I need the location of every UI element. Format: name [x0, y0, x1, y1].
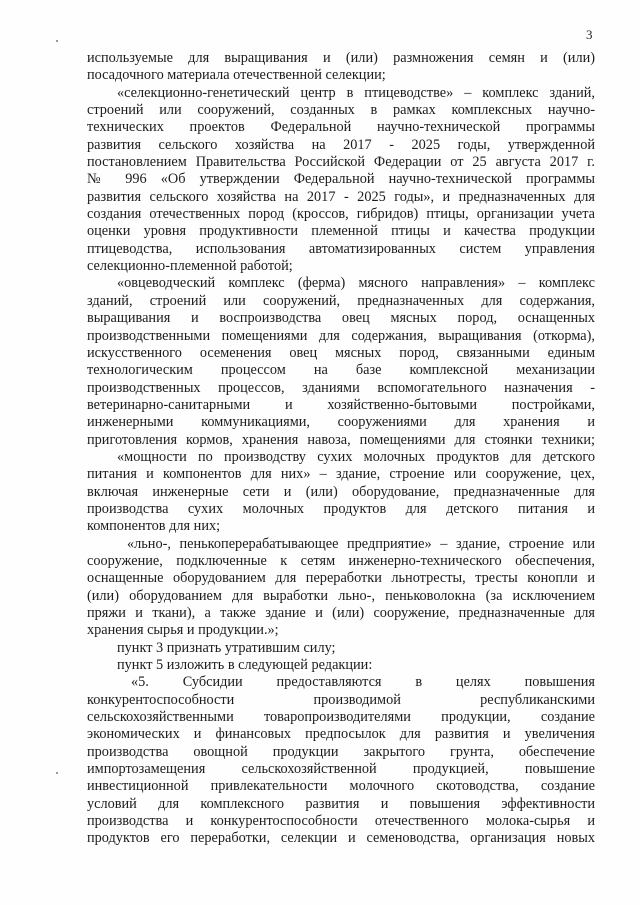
- text-line: компонентов для них;: [87, 518, 221, 535]
- text-line: развития сельского хозяйства на 2017 - 2025 годы», и предназначенных для: [87, 188, 595, 205]
- text-line: включая инженерные сети и (или) оборудование, предназначенные для: [87, 483, 595, 500]
- text-line: «льно-, пенькоперерабатывающее предприятие» – здание, строение или: [127, 535, 595, 552]
- text-line: пункт 5 изложить в следующей редакции:: [117, 657, 373, 674]
- text-line: постановлением Правительства Российской Федерации от 25 августа 2017 г.: [87, 154, 595, 171]
- text-line: приготовления кормов, хранения навоза, помещениями для стоянки техники;: [87, 431, 595, 448]
- text-line: зданий, строений или сооружений, предназначенных для содержания,: [87, 292, 595, 309]
- text-line: ветеринарно-санитарными и хозяйственно-бытовыми постройками,: [87, 396, 595, 413]
- text-line: используемые для выращивания и (или) размножения семян и (или): [87, 50, 595, 66]
- document-body: [87, 50, 595, 848]
- scan-speck: [56, 772, 58, 774]
- text-line: экономических и финансовых предпосылок для развития и увеличения: [87, 726, 595, 743]
- text-line: пряжи и ткани), а также здание и (или) сооружение, предназначенные для: [87, 605, 595, 621]
- text-line: развития сельского хозяйства на 2017 - 2025 годы, утвержденной: [87, 136, 595, 153]
- text-line: птицеводства, использования автоматизированных систем управления: [87, 240, 595, 257]
- text-line: (или) оборудованием для выработки льно-, пеньковолокна (за исключением: [87, 587, 595, 604]
- text-line: селекционно-племенной работой;: [87, 258, 293, 275]
- text-line: производственными помещениями для содержания, выращивания (откорма),: [87, 327, 595, 344]
- text-line: «селекционно-генетический центр в птицеводстве» – комплекс зданий,: [117, 84, 595, 101]
- page-number: 3: [586, 27, 593, 42]
- text-line: инженерными коммуникациями, сооружениями для хранения и: [87, 414, 595, 431]
- text-line: пункт 3 признать утратившим силу;: [117, 639, 336, 656]
- text-line: № 996 «Об утверждении Федеральной научно-технической программы: [87, 171, 595, 188]
- text-line: выращивания и воспроизводства овец мясных пород, оснащенных: [87, 310, 595, 327]
- text-line: «овцеводческий комплекс (ферма) мясного направления» – комплекс: [117, 275, 595, 292]
- text-line: «5. Субсидии предоставляются в целях повышения: [131, 674, 595, 691]
- text-line: оценки уровня продуктивности племенной птицы и качества продукции: [87, 223, 595, 240]
- text-line: создания отечественных пород (кроссов, гибридов) птицы, организации учета: [87, 206, 595, 223]
- text-line: строений или сооружений, созданных в рамках комплексных научно-: [87, 102, 595, 119]
- text-line: конкурентоспособности производимой республиканскими: [87, 691, 595, 708]
- text-line: производства сухих молочных продуктов для детского питания и: [87, 500, 595, 517]
- text-line: искусственного осеменения овец мясных пород, связанными единым: [87, 344, 595, 361]
- text-line: импортозамещения сельскохозяйственной продукцией, повышение: [87, 761, 595, 778]
- text-line: условий для комплексного развития и повышения эффективности: [87, 795, 595, 812]
- text-line: инвестиционной привлекательности молочного скотоводства, создание: [87, 778, 595, 795]
- text-line: производства и конкурентоспособности отечественного молока-сырья и: [87, 813, 595, 830]
- text-line: производства овощной продукции закрытого грунта, обеспечение: [87, 743, 595, 760]
- text-line: сооружение, подключенные к сетям инженерно-технического обеспечения,: [87, 552, 595, 569]
- text-line: питания и компонентов для них» – здание, строение или сооружение, цех,: [87, 466, 595, 483]
- text-line: технологическим процессом на базе комплексной механизации: [87, 362, 595, 379]
- text-line: технических проектов Федеральной научно-технической программы: [87, 119, 595, 136]
- text-line: «мощности по производству сухих молочных продуктов для детского: [117, 448, 595, 465]
- text-line: оснащенные оборудованием для переработки льнотресты, тресты конопли и: [87, 570, 595, 587]
- text-line: сельскохозяйственными товаропроизводителями продукции, создание: [87, 709, 595, 726]
- text-line: продуктов его переработки, селекции и семеноводства, организация новых: [87, 830, 595, 847]
- text-line: хранения сырья и продукции.»;: [87, 622, 279, 639]
- text-line: посадочного материала отечественной селекции;: [87, 67, 386, 84]
- text-line: производственных процессов, зданиями вспомогательного назначения -: [87, 379, 595, 396]
- scan-speck: [56, 40, 58, 42]
